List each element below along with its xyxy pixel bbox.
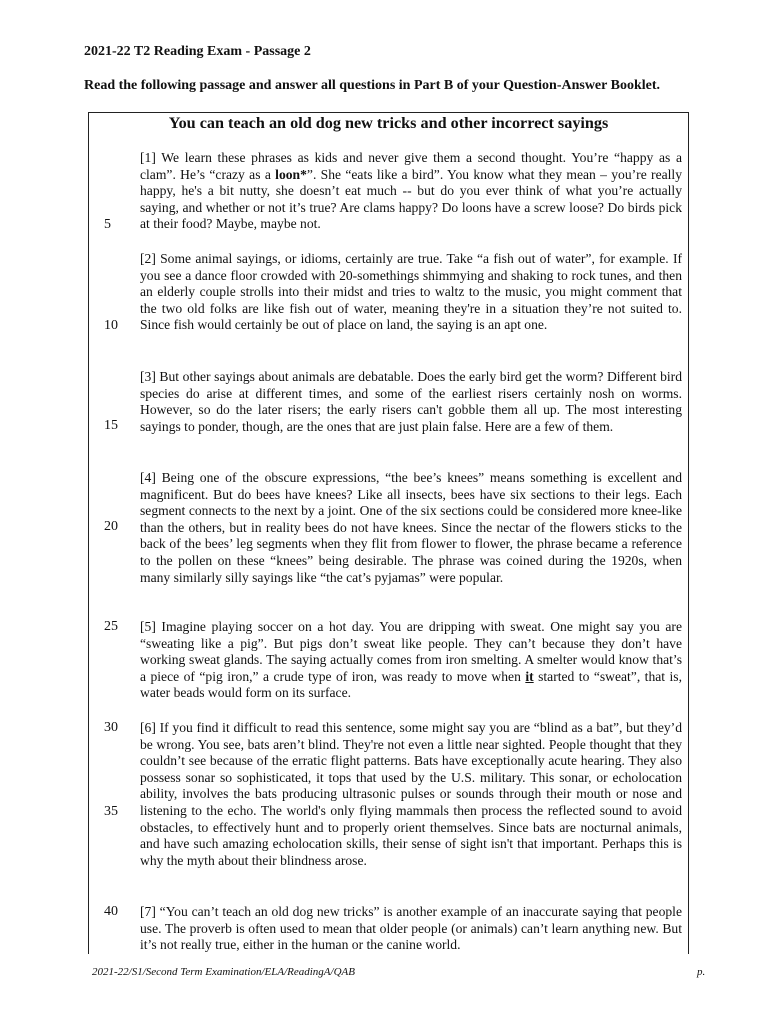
paragraph-7: [7] “You can’t teach an old dog new tricks” is another example of an inaccurate saying that people use. The proverb is often used to mean that older people (or animals) can’t learn anything new. But it’s not really true, either in the human or the canine world. (140, 904, 682, 953)
line-number: 20 (104, 519, 118, 534)
line-number: 5 (104, 217, 111, 232)
paragraph-6: [6] If you find it difficult to read this sentence, some might say you are “blind as a bat”, but they’d be wrong. You see, bats aren’t blind. They're not even a little near sighted. People thought that they couldn’t see because of the erratic flight patterns. Bats have exceptionally acute hearing. They also possess sonar so sophisticated, it tops that used by the U.S. military. This sonar, or echolocation ability, involves the bats producing ultrasonic pulses or sounds through their mouth or nose and listening to the echo. The world's only flying mammals then process the reflected sound to avoid obstacles, to effectively hunt and to properly orient themselves. Since bats are nocturnal animals, and have such amazing echolocation skills, their sense of sight isn't that important. Perhaps this is why the myth about their blindness arose. (140, 720, 682, 868)
line-number: 35 (104, 804, 118, 819)
line-number: 25 (104, 619, 118, 634)
paragraph-5-text-end: started to “sweat”, that is, water beads would form on its surface. (140, 668, 682, 701)
line-number: 10 (104, 318, 118, 333)
instructions: Read the following passage and answer all questions in Part B of your Question-Answer Booklet. (84, 78, 660, 93)
paragraph-3: [3] But other sayings about animals are debatable. Does the early bird get the worm? Different bird species do arise at different times, and some of the earliest risers certainly nosh on worms. However, so do the later risers; the early risers can't gobble them all up. The most interesting sayings to ponder, though, are the ones that are just plain false. Here are a few of them. (140, 369, 682, 434)
paragraph-1-text-end: ”. She “eats like a bird”. You know what they mean – you’re really happy, he's a bit nutty, she doesn’t eat much -- but do you ever think of what you’re actually saying, and whether or not it’s true? Are clams happy? Do loons have a screw loose? Do birds pick at their food? Maybe, maybe not. (140, 166, 682, 232)
line-number: 40 (104, 904, 118, 919)
bold-term-loon: loon* (275, 166, 307, 182)
line-number: 30 (104, 720, 118, 735)
underlined-word-it: it (525, 668, 534, 684)
paragraph-1-text-start: [1] We learn these phrases as kids and never give them a second thought. You’re “happy as a clam”. He’s “crazy as a (140, 150, 682, 182)
paragraph-4: [4] Being one of the obscure expressions, “the bee’s knees” means something is excellent and magnificent. But do bees have knees? Like all insects, bees have six sections to their legs. Each segment connects to the next by a joint. One of the six sections could be considered more knee-like than the others, but in reality bees do not have knees. Since the nectar of the flowers sticks to the back of the bees’ leg segments when they flit from flower to flower, the phrase became a reference to the pollen on these “knees” being desirable. The phrase was coined during the 1920s, when many similarly silly sayings like “the cat’s pyjamas” were popular. (140, 470, 682, 585)
paragraph-1 (140, 150, 682, 233)
paragraph-2: [2] Some animal sayings, or idioms, certainly are true. Take “a fish out of water”, for example. If you see a dance floor crowded with 20-somethings shimmying and shaking to rock tunes, and then an elderly couple strolls into their midst and tries to waltz to the music, you might comment that the two old folks are like fish out of water, meaning they're in a situation they’re not suited to. Since fish would certainly be out of place on land, the saying is an apt one. (140, 251, 682, 333)
footer-reference: 2021-22/S1/Second Term Examination/ELA/ReadingA/QAB (92, 966, 355, 978)
exam-title: 2021-22 T2 Reading Exam - Passage 2 (84, 44, 311, 59)
line-number: 15 (104, 418, 118, 433)
paragraph-5 (140, 619, 682, 702)
passage-title: You can teach an old dog new tricks and other incorrect sayings (168, 114, 609, 132)
footer-page-label: p. (697, 966, 706, 978)
passage-box (88, 112, 689, 954)
paragraph-5-text-start: [5] Imagine playing soccer on a hot day. You are dripping with sweat. One might say you are “sweating like a pig”. But pigs don’t sweat like people. They can’t because they don’t have working sweat glands. The saying actually comes from iron smelting. A smelter would know that’s a piece of “pig iron,” a crude type of iron, was ready to move when (140, 619, 682, 684)
